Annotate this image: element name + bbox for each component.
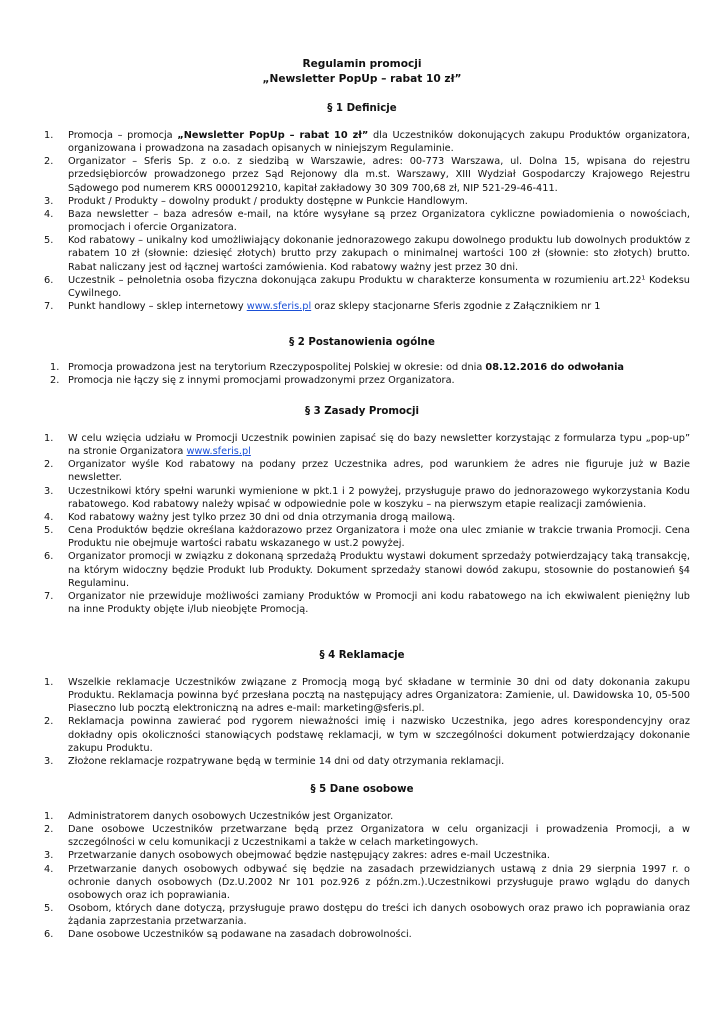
sferis-link[interactable]: www.sferis.pl xyxy=(186,446,251,458)
list-item: 2. Organizator – Sferis Sp. z o.o. z siedzibą w Warszawie, adres: 00-773 Warszawa, ul. Dolna 15, wpisana do rejestru przedsiębiorców prowadzonego przez Sąd Rejonowy dla m.st. Warszawy, XIII Wydział Gospodarczy Krajowego Rejestru Sądowego pod numerem KRS 0000129210, kapitał zakładowy 30 309 700,68 zł, NIP 521-29-46-411. xyxy=(44,156,690,194)
definitions-list xyxy=(0,129,724,313)
list-item: 5. Osobom, których dane dotyczą, przysługuje prawo dostępu do treści ich danych osobowych oraz prawo ich poprawiania oraz żądania zaprzestania przetwarzania. xyxy=(44,903,690,928)
list-item: 4. Kod rabatowy ważny jest tylko przez 30 dni od dnia otrzymania drogą mailową. xyxy=(44,511,456,523)
section-heading-2: § 2 Postanowienia ogólne xyxy=(289,337,435,348)
list-item: 4. Baza newsletter – baza adresów e-mail, na które wysyłane są przez Organizatora cykliczne powiadomienia o nowościach, promocjach i ofercie Organizatora. xyxy=(44,208,690,234)
list-item: 1. W celu wzięcia udziału w Promocji Uczestnik powinien zapisać się do bazy newsletter korzystając z formularza typu „pop-up” na stronie Organizatora www.sferis.pl xyxy=(44,433,690,458)
list-item: 1. Wszelkie reklamacje Uczestników związane z Promocją mogą być składane w terminie 30 dni od daty dokonania zakupu Produktu. Reklamacja powinna być przesłana pocztą na następujący adres Organizatora: Zamienie, ul. Dawidowska 10, 05-500 Piaseczno lub pocztą elektroniczną na adres e-mail: marketing@sferis.pl. xyxy=(44,677,690,715)
document-subtitle: „Newsletter PopUp – rabat 10 zł” xyxy=(262,73,462,85)
section-heading-1: § 1 Definicje xyxy=(327,103,397,114)
document-title: Regulamin promocji xyxy=(302,58,422,70)
list-item: 2. Promocja nie łączy się z innymi promocjami prowadzonymi przez Organizatora. xyxy=(50,375,455,387)
list-item: 1. Administratorem danych osobowych Uczestników jest Organizator. xyxy=(44,811,394,822)
list-item: 1. Promocja prowadzona jest na terytorium Rzeczypospolitej Polskiej w okresie: od dnia 08.12.2016 do odwołania xyxy=(50,362,625,373)
list-item: 1. Promocja – promocja „Newsletter PopUp – rabat 10 zł” dla Uczestników dokonujących zakupu Produktów organizatora, organizowana i prowadzona na zasadach opisanych w niniejszym Regulaminie. xyxy=(44,130,690,155)
list-item: 3. Produkt / Produkty – dowolny produkt / produkty dostępne w Punkcie Handlowym. xyxy=(44,195,468,207)
list-item: 2. Organizator wyśle Kod rabatowy na podany przez Uczestnika adres, pod warunkiem że adres nie figuruje już w Bazie newsletter. xyxy=(44,459,690,484)
list-item: 7. Punkt handlowy – sklep internetowy www.sferis.pl oraz sklepy stacjonarne Sferis zgodnie z Załącznikiem nr 1 xyxy=(44,301,601,313)
list-item: 6. Dane osobowe Uczestników są podawane na zasadach dobrowolności. xyxy=(44,929,412,941)
list-item: 6. Uczestnik – pełnoletnia osoba fizyczna dokonująca zakupu Produktu w charakterze konsumenta w rozumieniu art.22¹ Kodeksu Cywilnego. xyxy=(44,274,690,299)
list-item: 7. Organizator nie przewiduje możliwości zamiany Produktów w Promocji ani kodu rabatowego na ich ekwiwalent pieniężny lub na inne Produkty objęte i/lub nieobjęte Promocją. xyxy=(44,590,690,616)
promotion-rules-list xyxy=(0,432,724,616)
list-item: 2. Reklamacja powinna zawierać pod rygorem nieważności imię i nazwisko Uczestnika, jego adres korespondencyjny oraz dokładny opis okoliczności stanowiących podstawę reklamacji, w tym w szczególności dokument potwierdzający dokonanie zakupu Produktu. xyxy=(44,716,690,754)
list-item: 5. Kod rabatowy – unikalny kod umożliwiający dokonanie jednorazowego zakupu dowolnego produktu lub dowolnych produktów z rabatem 10 zł (słownie: dziesięć złotych) brutto przy zakupach o minimalnej wartości 100 zł (słownie: sto złotych) brutto. Rabat naliczany jest od łącznej wartości zamówienia. Kod rabatowy ważny jest przez 30 dni. xyxy=(44,235,690,273)
list-item: 3. Uczestnikowi który spełni warunki wymienione w pkt.1 i 2 powyżej, przysługuje prawo do jednorazowego wykorzystania Kodu rabatowego. Kod rabatowy należy wpisać w odpowiednie pole w koszyku – na pierwszym etapie realizacji zamówienia. xyxy=(44,485,690,510)
list-item: 3. Złożone reklamacje rozpatrywane będą w terminie 14 dni od daty otrzymania reklamacji. xyxy=(44,755,505,767)
section-heading-3: § 3 Zasady Promocji xyxy=(304,406,420,417)
section-heading-5: § 5 Dane osobowe xyxy=(310,784,414,795)
complaints-list xyxy=(0,676,724,768)
list-item: 2. Dane osobowe Uczestników przetwarzane będą przez Organizatora w celu organizacji i prowadzenia Promocji, a w szczególności w celu komunikacji z Uczestnikami a także w celach marketingowych. xyxy=(44,824,690,849)
sferis-link[interactable]: www.sferis.pl xyxy=(246,301,312,313)
list-item: 6. Organizator promocji w związku z dokonaną sprzedażą Produktu wystawi dokument sprzedaży potwierdzający taką transakcję, na którym widoczny będzie Produkt lub Produkty. Dokument sprzedaży stanowi dowód zakupu, stosownie do postanowień §4 Regulaminu. xyxy=(44,551,690,589)
section-heading-4: § 4 Reklamacje xyxy=(319,650,405,661)
list-item: 5. Cena Produktów będzie określana każdorazowo przez Organizatora i może ona ulec zmianie w trakcie trwania Promocji. Cena Produktu nie obejmuje wartości rabatu wskazanego w ust.2 powyżej. xyxy=(44,525,690,550)
list-item: 4. Przetwarzanie danych osobowych odbywać się będzie na zasadach przewidzianych ustawą z dnia 29 sierpnia 1997 r. o ochronie danych osobowych (Dz.U.2002 Nr 101 poz.926 z późn.zm.).Uczestnikowi przysługuje prawo wglądu do danych osobowych oraz ich poprawiania. xyxy=(44,863,690,901)
list-item: 3. Przetwarzanie danych osobowych obejmować będzie następujący zakres: adres e-mail Uczestnika. xyxy=(44,850,550,862)
general-provisions-list xyxy=(0,361,724,387)
personal-data-list xyxy=(0,810,724,942)
